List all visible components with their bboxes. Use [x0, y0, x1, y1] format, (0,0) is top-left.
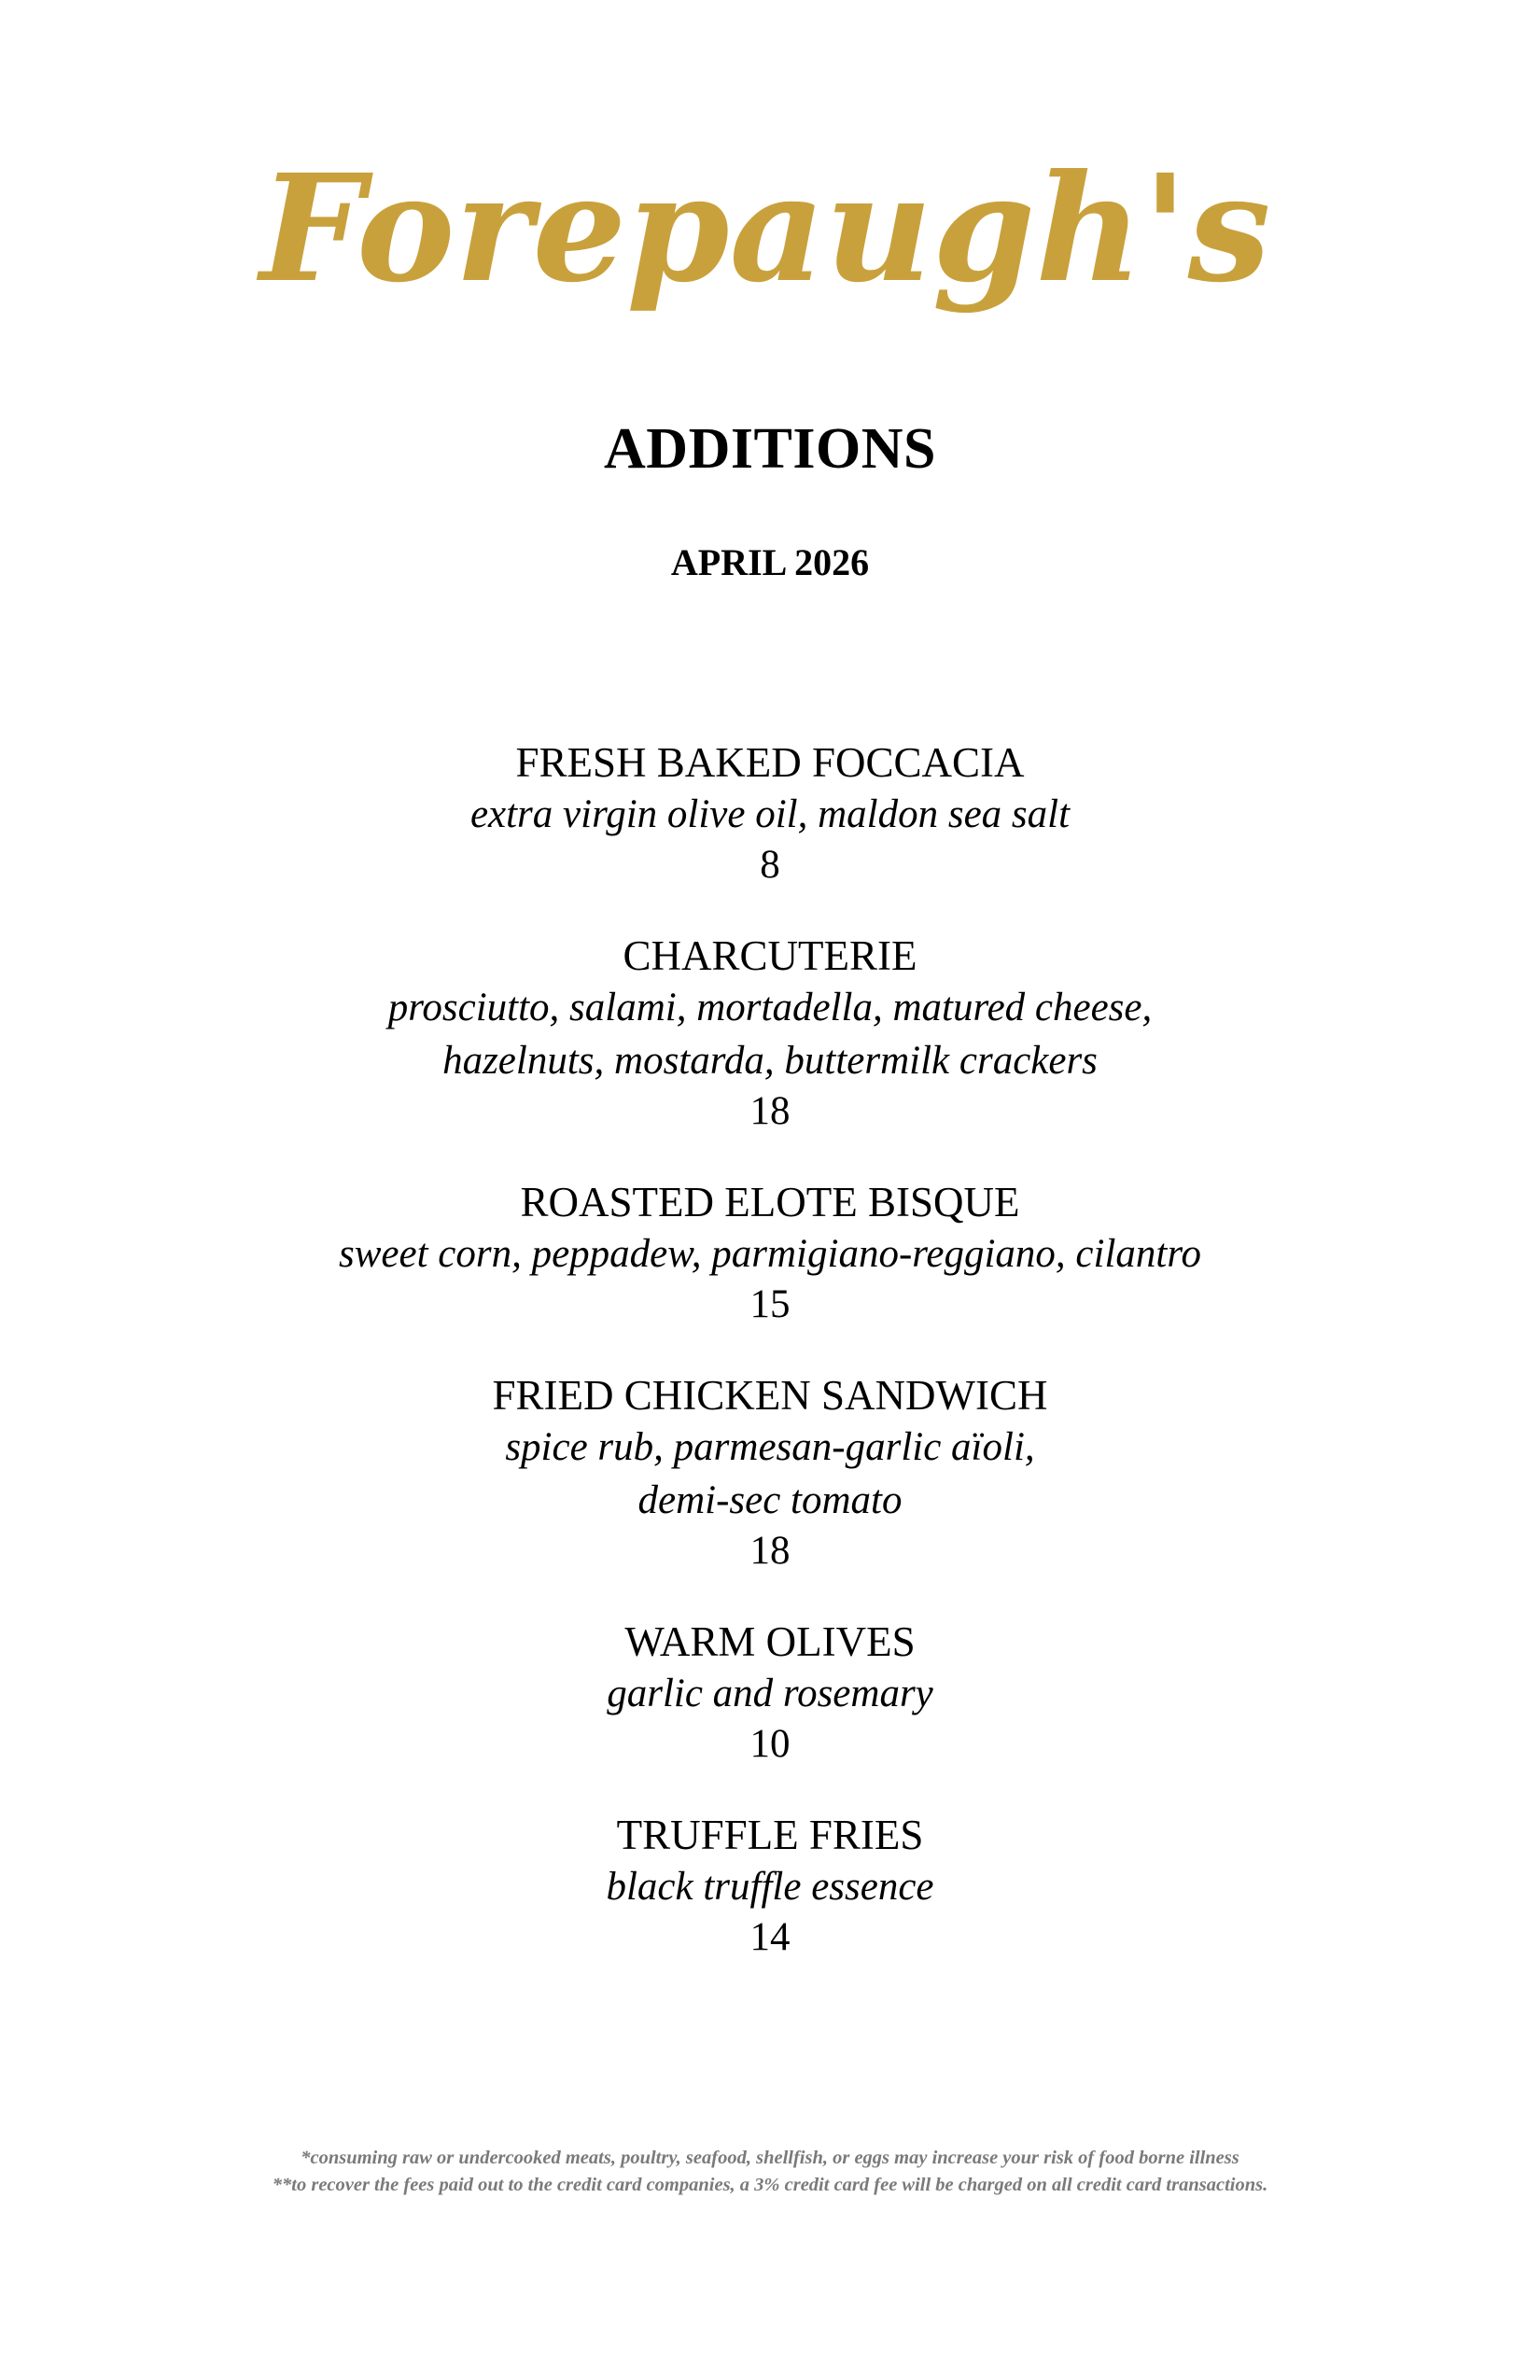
menu-item-name: ROASTED ELOTE BISQUE [520, 1179, 1020, 1225]
menu-item-description: black truffle essence [606, 1865, 934, 1909]
page-title: ADDITIONS [604, 417, 936, 481]
footer-notes [0, 2145, 1540, 2199]
brand-logo-graphic [259, 140, 1271, 383]
menu-item-name: FRESH BAKED FOCCACIA [515, 739, 1025, 786]
menu-item [0, 931, 1540, 1136]
brand-logo-text: Forepaugh's [259, 143, 1271, 315]
footer-note-food-safety: *consuming raw or undercooked meats, poultry, seafood, shellfish, or eggs may increase your risk of food borne illness [301, 2148, 1239, 2168]
menu-item-price: 10 [749, 1722, 791, 1766]
menu-date: APRIL 2026 [670, 541, 870, 583]
menu-item-name: WARM OLIVES [624, 1618, 916, 1665]
menu-item-description: sweet corn, peppadew, parmigiano-reggiano, cilantro [339, 1232, 1201, 1276]
menu-item-price: 15 [749, 1282, 791, 1326]
menu-item-price: 14 [749, 1915, 791, 1959]
menu-item-description: spice rub, parmesan-garlic aïoli, [505, 1425, 1035, 1469]
menu-item [0, 1810, 1540, 1962]
brand-logo [259, 140, 1271, 383]
menu-item-description: hazelnuts, mostarda, buttermilk crackers [442, 1039, 1098, 1083]
menu-item-price: 18 [749, 1529, 791, 1573]
menu-item-description: extra virgin olive oil, maldon sea salt [469, 792, 1071, 836]
footer-note-credit-card-fee: **to recover the fees paid out to the credit card companies, a 3% credit card fee will be charged on all credit card transactions. [272, 2175, 1268, 2195]
menu-item-price: 18 [749, 1089, 791, 1133]
menu-item-description: demi-sec tomato [637, 1478, 903, 1522]
menu-list [0, 737, 1540, 2003]
menu-item-name: FRIED CHICKEN SANDWICH [492, 1372, 1048, 1419]
menu-item [0, 1617, 1540, 1769]
menu-item-price: 8 [760, 843, 780, 887]
menu-item [0, 1177, 1540, 1329]
menu-item [0, 737, 1540, 889]
menu-item-name: TRUFFLE FRIES [616, 1812, 924, 1858]
menu-item [0, 1370, 1540, 1575]
menu-item-description: garlic and rosemary [607, 1672, 933, 1715]
menu-item-name: CHARCUTERIE [623, 932, 917, 979]
menu-item-description: prosciutto, salami, mortadella, matured cheese, [387, 986, 1153, 1029]
